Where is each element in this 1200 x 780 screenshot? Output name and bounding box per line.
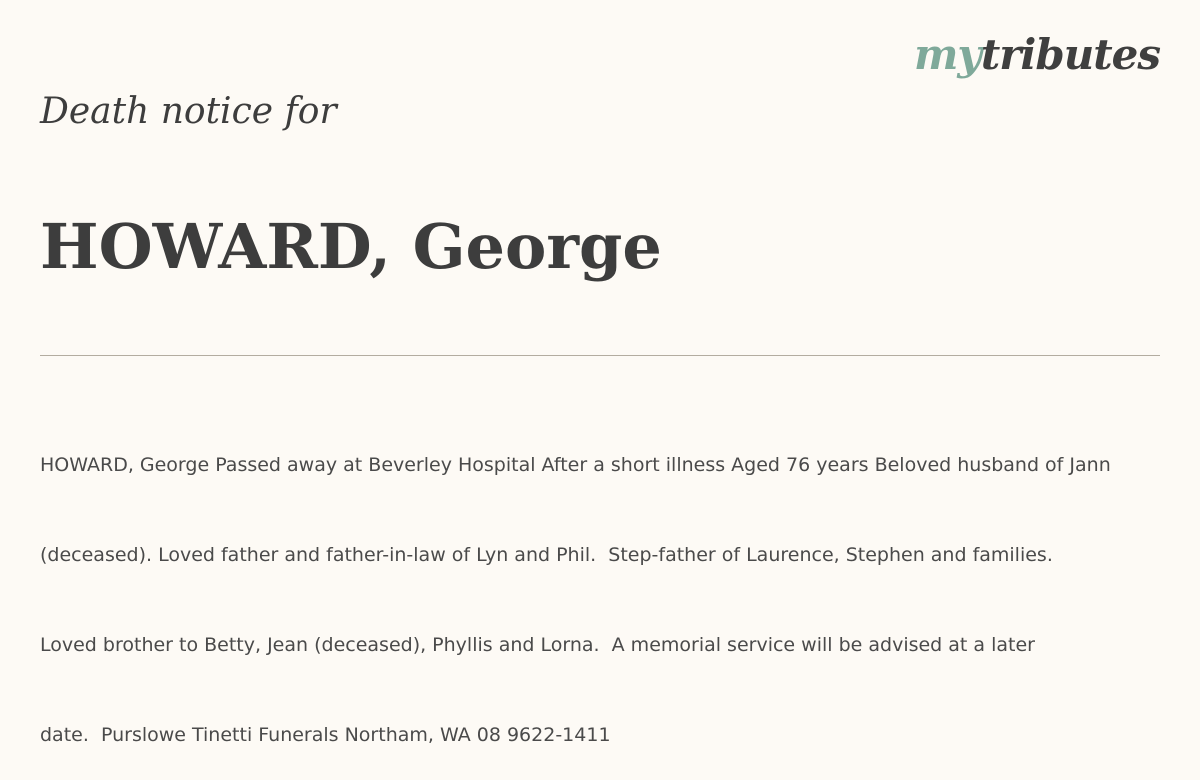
notice-text [40, 390, 1160, 780]
divider [40, 355, 1160, 356]
notice-line: date. Purslowe Tinetti Funerals Northam, WA 08 9622-1411 [40, 724, 611, 746]
mytributes-logo[interactable] [913, 30, 1160, 79]
logo-my: my [913, 30, 981, 79]
notice-line: (deceased). Loved father and father-in-law of Lyn and Phil. Step-father of Laurence, Stephen and families. [40, 544, 1053, 566]
notice-line: Loved brother to Betty, Jean (deceased), Phyllis and Lorna. A memorial service will be advised at a later [40, 634, 1035, 656]
deceased-name: HOWARD, George [40, 210, 662, 283]
logo-tributes: tributes [980, 30, 1160, 79]
death-notice-heading: Death notice for [40, 91, 337, 132]
notice-line: HOWARD, George Passed away at Beverley Hospital After a short illness Aged 76 years Beloved husband of Jann [40, 454, 1111, 476]
